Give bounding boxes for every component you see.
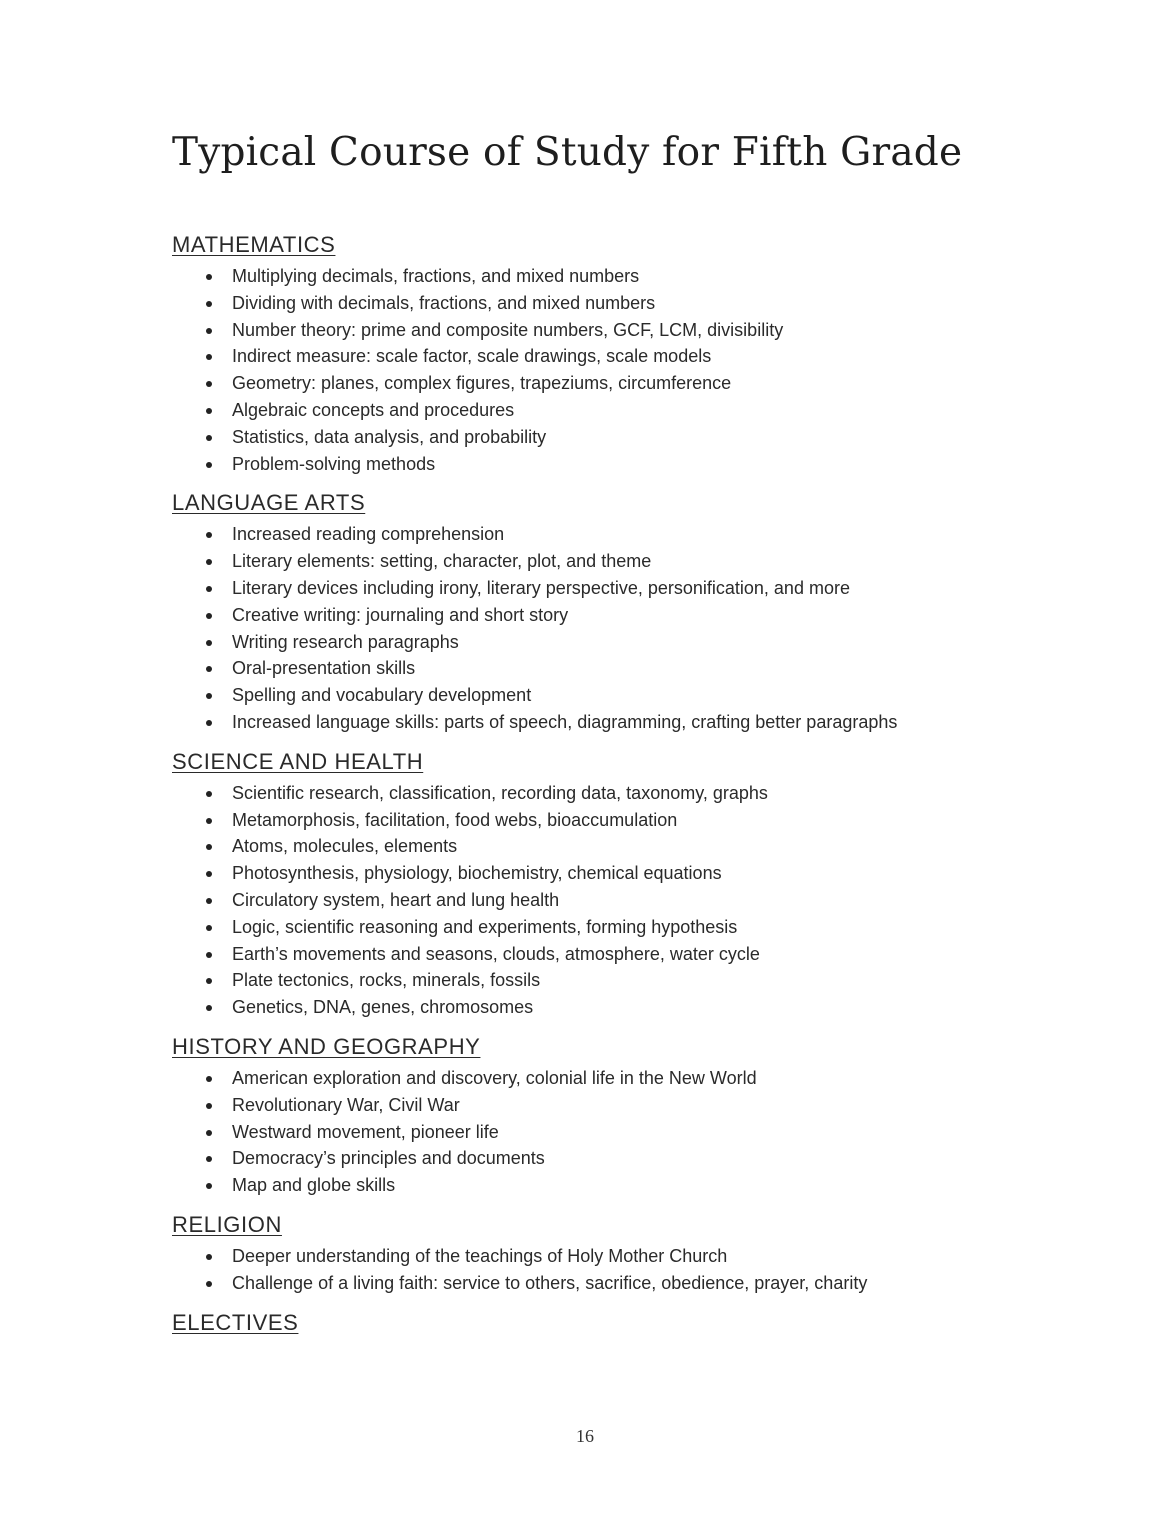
list-item [172,1065,1112,1092]
list-item-text: Logic, scientific reasoning and experiments, forming hypothesis [232,916,738,937]
list-item [172,1172,1112,1199]
page-title: Typical Course of Study for Fifth Grade [172,130,963,175]
bullet-icon [206,435,212,441]
bullet-icon [206,1005,212,1011]
list-item [172,317,1112,344]
list-item [172,860,1112,887]
list-item [172,887,1112,914]
list-item-text: Number theory: prime and composite numbers, GCF, LCM, divisibility [232,319,784,340]
list-item [172,655,1112,682]
bullet-icon [206,666,212,672]
bullet-icon [206,844,212,850]
list-item-text: Algebraic concepts and procedures [232,399,515,420]
section-electives [172,1306,1112,1339]
list-item [172,521,1112,548]
list-item [172,709,1112,736]
bullet-icon [206,898,212,904]
bullet-icon [206,532,212,538]
bullet-icon [206,559,212,565]
list-item [172,424,1112,451]
list-item [172,994,1112,1021]
list-item-text: American exploration and discovery, colonial life in the New World [232,1067,757,1088]
bullet-icon [206,354,212,360]
list-item [172,290,1112,317]
list-item [172,807,1112,834]
list-item [172,780,1112,807]
bullet-list [172,1243,1112,1297]
bullet-icon [206,328,212,334]
list-item-text: Genetics, DNA, genes, chromosomes [232,997,534,1018]
bullet-icon [206,1130,212,1136]
list-item-text: Circulatory system, heart and lung health [232,889,560,910]
list-item-text: Revolutionary War, Civil War [232,1094,460,1115]
list-item [172,370,1112,397]
list-item [172,629,1112,656]
list-item-text: Metamorphosis, facilitation, food webs, bioaccumulation [232,809,678,830]
list-item-text: Deeper understanding of the teachings of Holy Mother Church [232,1245,728,1266]
list-item [172,1145,1112,1172]
bullet-list [172,780,1112,1021]
list-item-text: Statistics, data analysis, and probability [232,426,547,447]
list-item [172,1092,1112,1119]
list-item [172,1243,1112,1270]
list-item [172,941,1112,968]
list-item-text: Problem-solving methods [232,453,436,474]
list-item [172,602,1112,629]
bullet-list [172,1065,1112,1199]
section-heading: MATHEMATICS [172,232,336,257]
list-item-text: Literary devices including irony, literary perspective, personification, and more [232,577,850,598]
bullet-icon [206,301,212,307]
list-item [172,682,1112,709]
list-item-text: Geometry: planes, complex figures, trapeziums, circumference [232,373,732,394]
list-item [172,451,1112,478]
list-item-text: Photosynthesis, physiology, biochemistry, chemical equations [232,863,722,884]
list-item [172,914,1112,941]
bullet-icon [206,613,212,619]
list-item [172,1270,1112,1297]
list-item-text: Increased language skills: parts of speech, diagramming, crafting better paragraphs [232,711,898,732]
list-item-text: Dividing with decimals, fractions, and mixed numbers [232,292,656,313]
bullet-icon [206,408,212,414]
list-item-text: Democracy’s principles and documents [232,1148,545,1169]
list-item-text: Literary elements: setting, character, plot, and theme [232,551,652,572]
list-item-text: Plate tectonics, rocks, minerals, fossils [232,970,541,991]
bullet-list [172,263,1112,477]
section-mathematics [172,228,1112,477]
bullet-icon [206,818,212,824]
list-item-text: Writing research paragraphs [232,631,459,652]
list-item [172,1119,1112,1146]
list-item [172,343,1112,370]
list-item-text: Scientific research, classification, recording data, taxonomy, graphs [232,782,768,803]
section-language-arts [172,486,1112,735]
bullet-list [172,521,1112,735]
list-item [172,548,1112,575]
section-heading: HISTORY AND GEOGRAPHY [172,1033,481,1059]
bullet-icon [206,274,212,280]
list-item-text: Spelling and vocabulary development [232,685,532,706]
list-item-text: Map and globe skills [232,1175,396,1196]
course-sections [172,228,1112,1339]
list-item [172,967,1112,994]
list-item-text: Earth’s movements and seasons, clouds, atmosphere, water cycle [232,943,760,964]
list-item-text: Multiplying decimals, fractions, and mixed numbers [232,266,640,286]
bullet-icon [206,462,212,468]
section-heading: ELECTIVES [172,1309,299,1335]
bullet-icon [206,871,212,877]
bullet-icon [206,1254,212,1260]
list-item [172,575,1112,602]
bullet-icon [206,952,212,958]
section-heading: RELIGION [172,1211,282,1237]
list-item-text: Oral-presentation skills [232,658,416,679]
list-item [172,263,1112,290]
list-item [172,833,1112,860]
bullet-icon [206,1281,212,1287]
list-item-text: Challenge of a living faith: service to others, sacrifice, obedience, prayer, charity [232,1272,868,1293]
list-item [172,397,1112,424]
list-item-text: Creative writing: journaling and short story [232,604,569,625]
bullet-icon [206,693,212,699]
page-number: 16 [576,1426,594,1446]
list-item-text: Increased reading comprehension [232,524,505,545]
bullet-icon [206,586,212,592]
bullet-icon [206,1183,212,1189]
bullet-icon [206,925,212,931]
bullet-icon [206,791,212,797]
list-item-text: Indirect measure: scale factor, scale drawings, scale models [232,346,712,367]
section-heading: LANGUAGE ARTS [172,490,366,516]
bullet-icon [206,1076,212,1082]
bullet-icon [206,1103,212,1109]
bullet-icon [206,978,212,984]
bullet-icon [206,381,212,387]
list-item-text: Westward movement, pioneer life [232,1121,499,1142]
section-history-and-geography [172,1030,1112,1199]
list-item-text: Atoms, molecules, elements [232,836,458,857]
section-science-and-health [172,745,1112,1021]
bullet-icon [206,1156,212,1162]
section-religion [172,1208,1112,1297]
bullet-icon [206,640,212,646]
section-heading: SCIENCE AND HEALTH [172,748,424,774]
bullet-icon [206,720,212,726]
